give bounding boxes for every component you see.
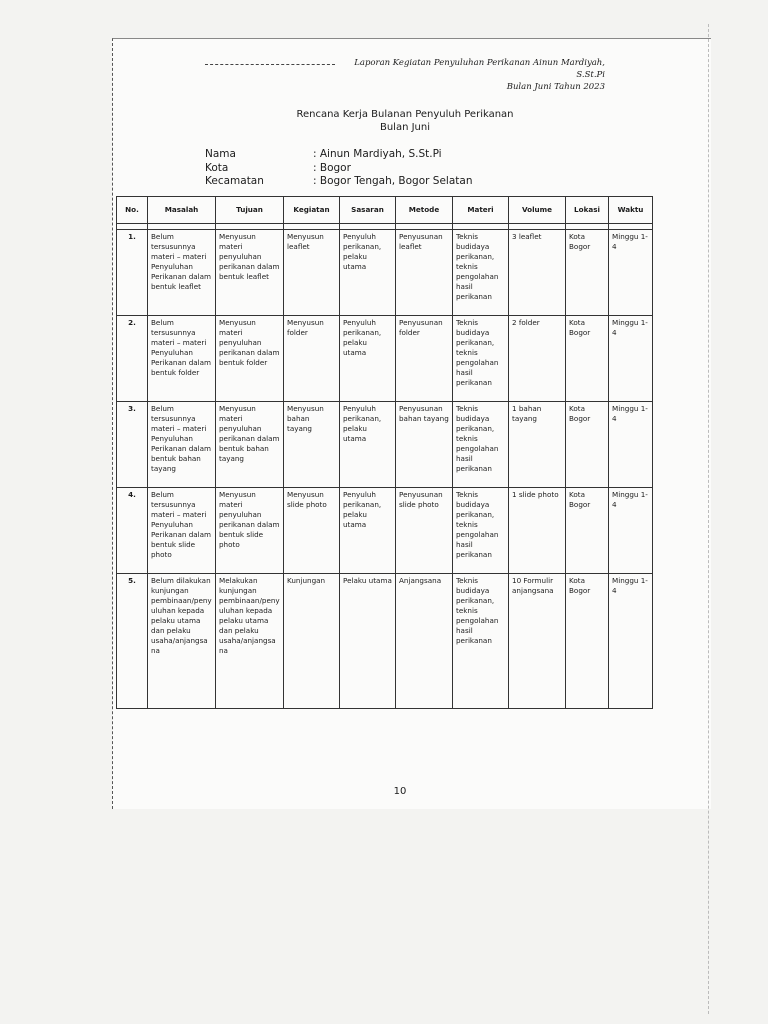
cell-kegiatan: Menyusun slide photo [284,488,340,574]
cell-no: 3. [117,402,148,488]
info-row-kecamatan [205,175,472,189]
header-materi: Materi [453,197,509,224]
page-edge [708,24,711,1014]
report-header-line2: Bulan Juni Tahun 2023 [506,82,605,92]
cell-lokasi: Kota Bogor [566,574,609,709]
cell-materi: Teknis budidaya perikanan, teknis pengolahan hasil perikanan [453,402,509,488]
cell-volume: 1 slide photo [509,488,566,574]
cell-materi: Teknis budidaya perikanan, teknis pengolahan hasil perikanan [453,574,509,709]
cell-materi: Teknis budidaya perikanan, teknis pengolahan hasil perikanan [453,230,509,316]
cell-tujuan: Menyusun materi penyuluhan perikanan dalam bentuk leaflet [216,230,284,316]
cell-sasaran: Penyuluh perikanan, pelaku utama [340,316,396,402]
info-label: Kecamatan [205,175,264,187]
header-metode: Metode [396,197,453,224]
header-volume: Volume [509,197,566,224]
info-value: : Bogor [313,161,351,174]
cell-sasaran: Pelaku utama [340,574,396,709]
cell-metode: Penyusunan slide photo [396,488,453,574]
table-row [117,316,653,402]
cell-materi: Teknis budidaya perikanan, teknis pengolahan hasil perikanan [453,316,509,402]
info-row-nama [205,148,472,162]
cell-tujuan: Menyusun materi penyuluhan perikanan dalam bentuk slide photo [216,488,284,574]
table-header-row [117,197,653,224]
header-sasaran: Sasaran [340,197,396,224]
cell-volume: 1 bahan tayang [509,402,566,488]
info-row-kota [205,162,472,176]
cell-kegiatan: Menyusun folder [284,316,340,402]
header-waktu: Waktu [609,197,653,224]
cell-sasaran: Penyuluh perikanan, pelaku utama [340,488,396,574]
report-header [340,57,605,93]
cell-waktu: Minggu 1-4 [609,402,653,488]
title-line2: Bulan Juni [379,122,431,133]
cell-masalah: Belum tersusunnya materi – materi Penyuluhan Perikanan dalam bentuk leaflet [148,230,216,316]
header-rule [205,64,335,65]
report-header-line1: Laporan Kegiatan Penyuluhan Perikanan Ainun Mardiyah, S.St.Pi [354,58,605,80]
header-masalah: Masalah [148,197,216,224]
info-value: : Ainun Mardiyah, S.St.Pi [313,148,442,160]
cell-lokasi: Kota Bogor [566,488,609,574]
cell-tujuan: Menyusun materi penyuluhan perikanan dalam bentuk bahan tayang [216,402,284,488]
cell-metode: Penyusunan folder [396,316,453,402]
cell-no: 2. [117,316,148,402]
title-line1: Rencana Kerja Bulanan Penyuluh Perikanan [296,109,514,120]
info-block [205,148,472,189]
cell-tujuan: Menyusun materi penyuluhan perikanan dalam bentuk folder [216,316,284,402]
cell-metode: Penyusunan bahan tayang [396,402,453,488]
cell-lokasi: Kota Bogor [566,402,609,488]
header-lokasi: Lokasi [566,197,609,224]
table-row [117,402,653,488]
page-number: 10 [393,786,407,797]
cell-kegiatan: Kunjungan [284,574,340,709]
cell-masalah: Belum tersusunnya materi – materi Penyuluhan Perikanan dalam bentuk bahan tayang [148,402,216,488]
cell-waktu: Minggu 1-4 [609,230,653,316]
table-row [117,488,653,574]
header-tujuan: Tujuan [216,197,284,224]
document-title [260,108,550,134]
cell-masalah: Belum tersusunnya materi – materi Penyuluhan Perikanan dalam bentuk folder [148,316,216,402]
cell-sasaran: Penyuluh perikanan, pelaku utama [340,402,396,488]
info-label: Nama [205,148,236,160]
table-row [117,574,653,709]
cell-masalah: Belum tersusunnya materi – materi Penyuluhan Perikanan dalam bentuk slide photo [148,488,216,574]
cell-lokasi: Kota Bogor [566,230,609,316]
cell-volume: 2 folder [509,316,566,402]
cell-metode: Anjangsana [396,574,453,709]
cell-waktu: Minggu 1-4 [609,316,653,402]
cell-masalah: Belum dilakukan kunjungan pembinaan/penyuluhan kepada pelaku utama dan pelaku usaha/anjangsana [148,574,216,709]
cell-waktu: Minggu 1-4 [609,488,653,574]
table-row [117,230,653,316]
cell-kegiatan: Menyusun leaflet [284,230,340,316]
cell-volume: 10 Formulir anjangsana [509,574,566,709]
header-kegiatan: Kegiatan [284,197,340,224]
cell-tujuan: Melakukan kunjungan pembinaan/penyuluhan kepada pelaku utama dan pelaku usaha/anjangsana [216,574,284,709]
cell-volume: 3 leaflet [509,230,566,316]
info-value: : Bogor Tengah, Bogor Selatan [313,175,473,187]
cell-lokasi: Kota Bogor [566,316,609,402]
cell-sasaran: Penyuluh perikanan, pelaku utama [340,230,396,316]
cell-no: 5. [117,574,148,709]
info-label: Kota [205,161,229,174]
cell-materi: Teknis budidaya perikanan, teknis pengolahan hasil perikanan [453,488,509,574]
work-plan-table [116,196,653,709]
cell-waktu: Minggu 1-4 [609,574,653,709]
header-no: No. [117,197,148,224]
cell-no: 4. [117,488,148,574]
cell-metode: Penyusunan leaflet [396,230,453,316]
cell-kegiatan: Menyusun bahan tayang [284,402,340,488]
cell-no: 1. [117,230,148,316]
